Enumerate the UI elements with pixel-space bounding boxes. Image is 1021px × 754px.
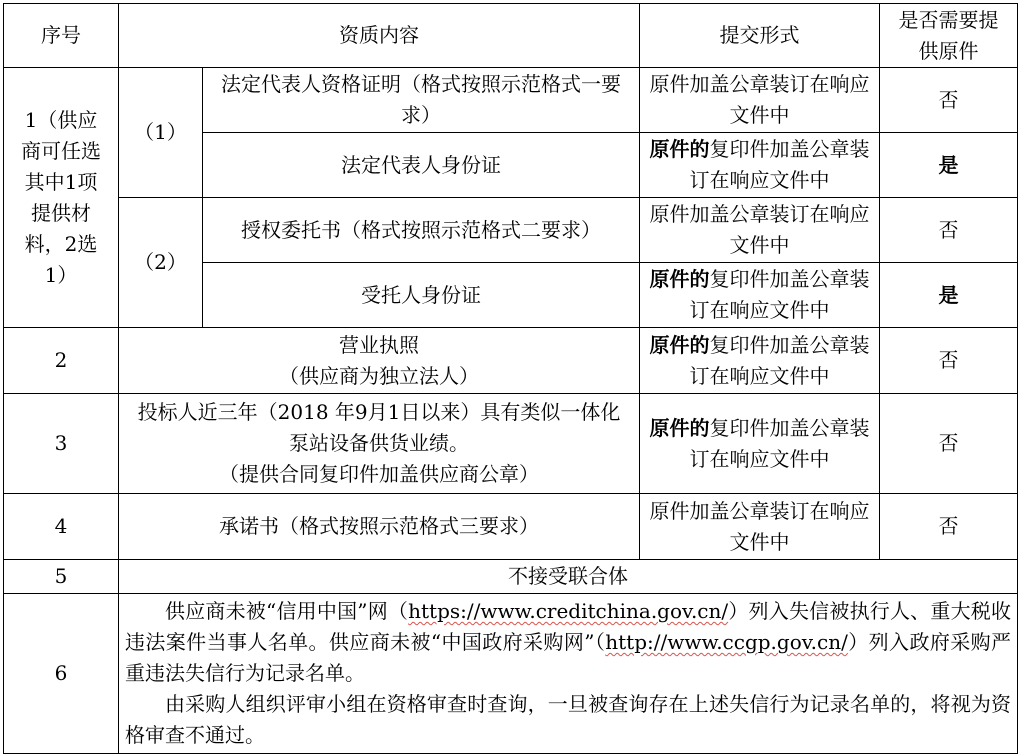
form-text: 复印件加盖公章装订在响应文件中	[689, 332, 870, 388]
table-row	[4, 68, 1018, 133]
table-row	[4, 594, 1018, 754]
form-text: 复印件加盖公章装订在响应文件中	[689, 267, 870, 322]
original-cell: 否	[880, 394, 1018, 494]
table-row	[4, 494, 1018, 560]
header-form: 提交形式	[640, 4, 880, 68]
content-cell: 法定代表人身份证	[203, 133, 640, 198]
form-cell	[640, 394, 880, 494]
table-row	[4, 560, 1018, 594]
header-original: 是否需要提供原件	[880, 4, 1018, 68]
content-cell: 受托人身份证	[203, 263, 640, 328]
row-no: 3	[4, 394, 119, 494]
header-content: 资质内容	[119, 4, 640, 68]
qualification-table	[3, 3, 1018, 754]
content-line: （供应商为独立法人）	[279, 363, 479, 388]
form-cell: 原件加盖公章装订在响应文件中	[640, 68, 880, 133]
original-cell: 否	[880, 198, 1018, 263]
content-line: 投标人近三年（2018 年9月1日以来）具有类似一体化泵站设备供货业绩。	[137, 400, 621, 455]
table-row	[4, 394, 1018, 494]
form-cell	[640, 328, 880, 394]
form-text: 复印件加盖公章装订在响应文件中	[689, 415, 870, 471]
paragraph-text: ）列入政府采购严重违法失信行为记录名单。	[125, 630, 1012, 685]
original-cell: 否	[880, 68, 1018, 133]
content-cell	[119, 594, 1018, 754]
content-cell	[119, 328, 640, 394]
paragraph-text: 供应商未被“信用中国”网（	[165, 599, 409, 623]
content-cell: 授权委托书（格式按照示范格式二要求）	[203, 198, 640, 263]
row-no: 4	[4, 494, 119, 560]
content-cell: 承诺书（格式按照示范格式三要求）	[119, 494, 640, 560]
table-row	[4, 198, 1018, 263]
paragraph-text: ）列入失信被执行人、重大税收违法案件当事人名单。供应商未被“中国政府采购网”（	[125, 599, 1012, 654]
form-cell: 原件加盖公章装订在响应文件中	[640, 198, 880, 263]
form-cell: 原件加盖公章装订在响应文件中	[640, 494, 880, 560]
url-text: https://www.creditchina.gov.cn/	[408, 599, 729, 623]
original-cell: 是	[880, 133, 1018, 198]
content-cell	[119, 394, 640, 494]
group1-sub1-label: （1）	[119, 68, 203, 198]
header-no: 序号	[4, 4, 119, 68]
content-line: （提供合同复印件加盖供应商公章）	[219, 462, 539, 486]
form-bold-text: 原件的	[649, 332, 710, 357]
form-bold-text: 原件的	[649, 137, 710, 161]
content-cell: 法定代表人资格证明（格式按照示范格式一要求）	[203, 68, 640, 133]
form-bold-text: 原件的	[649, 415, 710, 440]
form-bold-text: 原件的	[649, 267, 710, 291]
paragraph: 由采购人组织评审小组在资格审查时查询，一旦被查询存在上述失信行为记录名单的，将视为资格审查不通过。	[125, 692, 1011, 747]
form-cell	[640, 263, 880, 328]
original-cell: 否	[880, 328, 1018, 394]
url-text: http://www.ccgp.gov.cn/	[605, 630, 848, 654]
content-line: 营业执照	[339, 332, 419, 357]
original-cell: 否	[880, 494, 1018, 560]
form-cell	[640, 133, 880, 198]
form-text: 复印件加盖公章装订在响应文件中	[689, 137, 870, 192]
row-no: 6	[4, 594, 119, 754]
table-row	[4, 328, 1018, 394]
group1-no: 1（供应商可任选其中1项提供材料，2选1）	[4, 68, 119, 328]
row-no: 2	[4, 328, 119, 394]
header-row	[4, 4, 1018, 68]
paragraph	[125, 596, 1011, 689]
group1-sub2-label: （2）	[119, 198, 203, 328]
original-cell: 是	[880, 263, 1018, 328]
content-cell: 不接受联合体	[119, 560, 1018, 594]
row-no: 5	[4, 560, 119, 594]
